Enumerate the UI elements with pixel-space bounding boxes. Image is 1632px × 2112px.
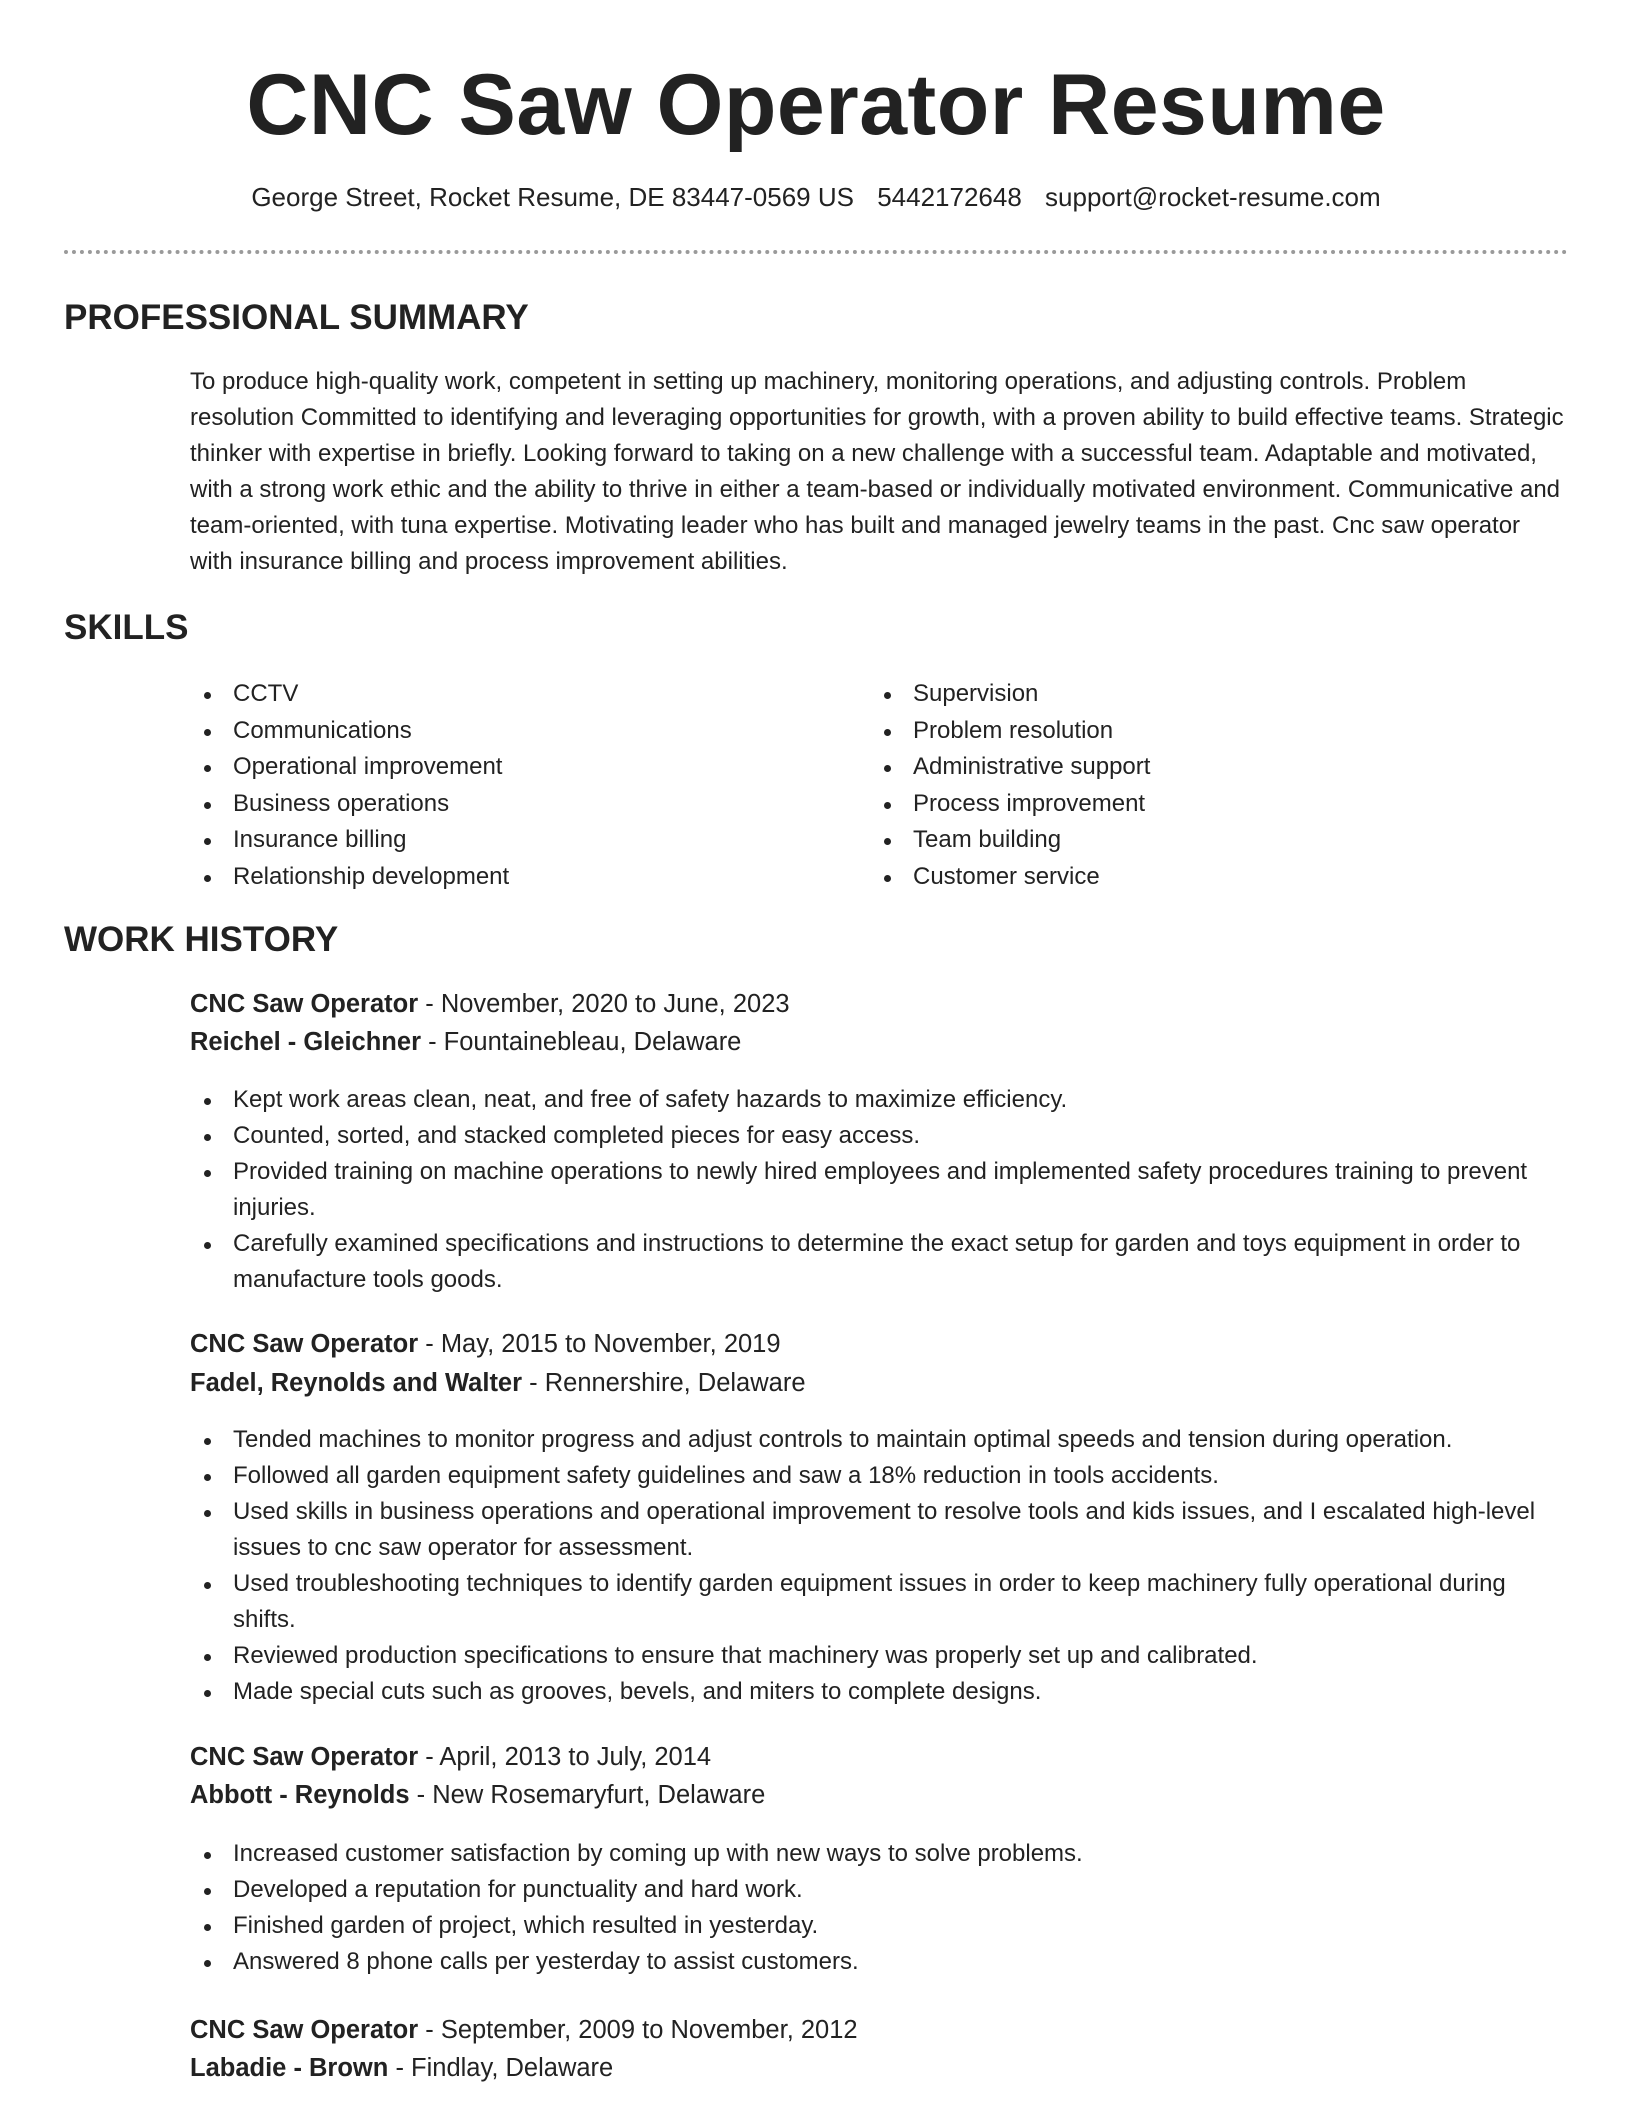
list-item: Developed a reputation for punctuality and hard work. [190,1872,1570,1908]
separator: - [421,1028,444,1056]
job-title-line [190,1743,711,1772]
separator: - [418,990,441,1018]
resume-title: CNC Saw Operator Resume [246,57,1386,153]
list-item: Used troubleshooting techniques to identify garden equipment issues in order to keep machinery fully operational during shifts. [190,1566,1570,1638]
job-bullets [190,1836,1570,1980]
job-dates: April, 2013 to July, 2014 [439,1743,712,1771]
contact-email: support@rocket-resume.com [1045,182,1381,212]
skill-item: Supervision [870,676,1150,713]
job-company: Reichel - Gleichner [190,1028,421,1056]
job-bullets [190,1422,1570,1710]
skill-item: Business operations [190,786,509,823]
skill-item: Communications [190,713,509,750]
skill-item: CCTV [190,676,509,713]
contact-phone: 5442172648 [877,182,1022,212]
list-item: Carefully examined specifications and instructions to determine the exact setup for garden and toys equipment in order to manufacture tools goods. [190,1226,1570,1298]
list-item: Kept work areas clean, neat, and free of safety hazards to maximize efficiency. [190,1082,1570,1118]
job-title: CNC Saw Operator [190,990,419,1018]
job-company: Labadie - Brown [190,2054,389,2082]
job-company: Fadel, Reynolds and Walter [190,1369,523,1397]
job-location: Findlay, Delaware [411,2054,614,2082]
skills-list-right [870,676,1150,896]
skill-item: Problem resolution [870,713,1150,750]
skill-item: Operational improvement [190,749,509,786]
list-item: Answered 8 phone calls per yesterday to assist customers. [190,1944,1570,1980]
skill-item: Team building [870,822,1150,859]
job-title: CNC Saw Operator [190,1330,419,1358]
contact-address: George Street, Rocket Resume, DE 83447-0569 US [251,182,854,212]
list-item: Used skills in business operations and operational improvement to resolve tools and kids issues, and I escalated high-level issues to cnc saw operator for assessment. [190,1494,1570,1566]
job-location: Rennershire, Delaware [544,1369,806,1397]
job-company-line [190,1781,765,1810]
job-bullets [190,1082,1570,1298]
skill-item: Administrative support [870,749,1150,786]
list-item: Counted, sorted, and stacked completed pieces for easy access. [190,1118,1570,1154]
job-title-line [190,2016,858,2045]
job-company-line [190,1369,806,1398]
skill-item: Customer service [870,859,1150,896]
contact-info [0,182,1632,213]
job-location: New Rosemaryfurt, Delaware [432,1781,766,1809]
list-item: Finished garden of project, which resulted in yesterday. [190,1908,1570,1944]
job-company-line [190,1028,741,1057]
list-item: Followed all garden equipment safety guidelines and saw a 18% reduction in tools accidents. [190,1458,1570,1494]
list-item: Made special cuts such as grooves, bevels, and miters to complete designs. [190,1674,1570,1710]
skill-item: Relationship development [190,859,509,896]
job-company-line [190,2054,613,2083]
list-item: Increased customer satisfaction by coming up with new ways to solve problems. [190,1836,1570,1872]
list-item: Tended machines to monitor progress and adjust controls to maintain optimal speeds and tension during operation. [190,1422,1570,1458]
job-company: Abbott - Reynolds [190,1781,410,1809]
job-dates: September, 2009 to November, 2012 [440,2016,858,2044]
separator: - [418,1330,441,1358]
work-heading: WORK HISTORY [64,920,339,959]
skill-item: Process improvement [870,786,1150,823]
job-location: Fountainebleau, Delaware [443,1028,742,1056]
job-dates: May, 2015 to November, 2019 [440,1330,781,1358]
skills-list-left [190,676,509,896]
skill-item: Insurance billing [190,822,509,859]
separator: - [522,1369,545,1397]
separator: - [409,1781,433,1809]
summary-heading: PROFESSIONAL SUMMARY [64,298,529,337]
job-title-line [190,990,790,1019]
job-dates: November, 2020 to June, 2023 [440,990,790,1018]
skills-heading: SKILLS [64,608,189,647]
separator: - [418,1743,440,1771]
separator: - [388,2054,412,2082]
list-item: Provided training on machine operations to newly hired employees and implemented safety procedures training to prevent injuries. [190,1154,1570,1226]
summary-text: To produce high-quality work, competent in setting up machinery, monitoring operations, and adjusting controls. Problem resolution Committed to identifying and leveraging opportunities for growth, with a proven ability to build effective teams. Strategic thinker with expertise in briefly. Looking forward to taking on a new challenge with a successful team. Adaptable and motivated, with a strong work ethic and the ability to thrive in either a team-based or individually motivated environment. Communicative and team-oriented, with tuna expertise. Motivating leader who has built and managed jewelry teams in the past. Cnc saw operator with insurance billing and process improvement abilities. [190,368,1564,575]
separator: - [418,2016,441,2044]
job-title: CNC Saw Operator [190,2016,419,2044]
job-title-line [190,1330,781,1359]
header-divider [64,250,1568,254]
job-title: CNC Saw Operator [190,1743,419,1771]
list-item: Reviewed production specifications to ensure that machinery was properly set up and calibrated. [190,1638,1570,1674]
